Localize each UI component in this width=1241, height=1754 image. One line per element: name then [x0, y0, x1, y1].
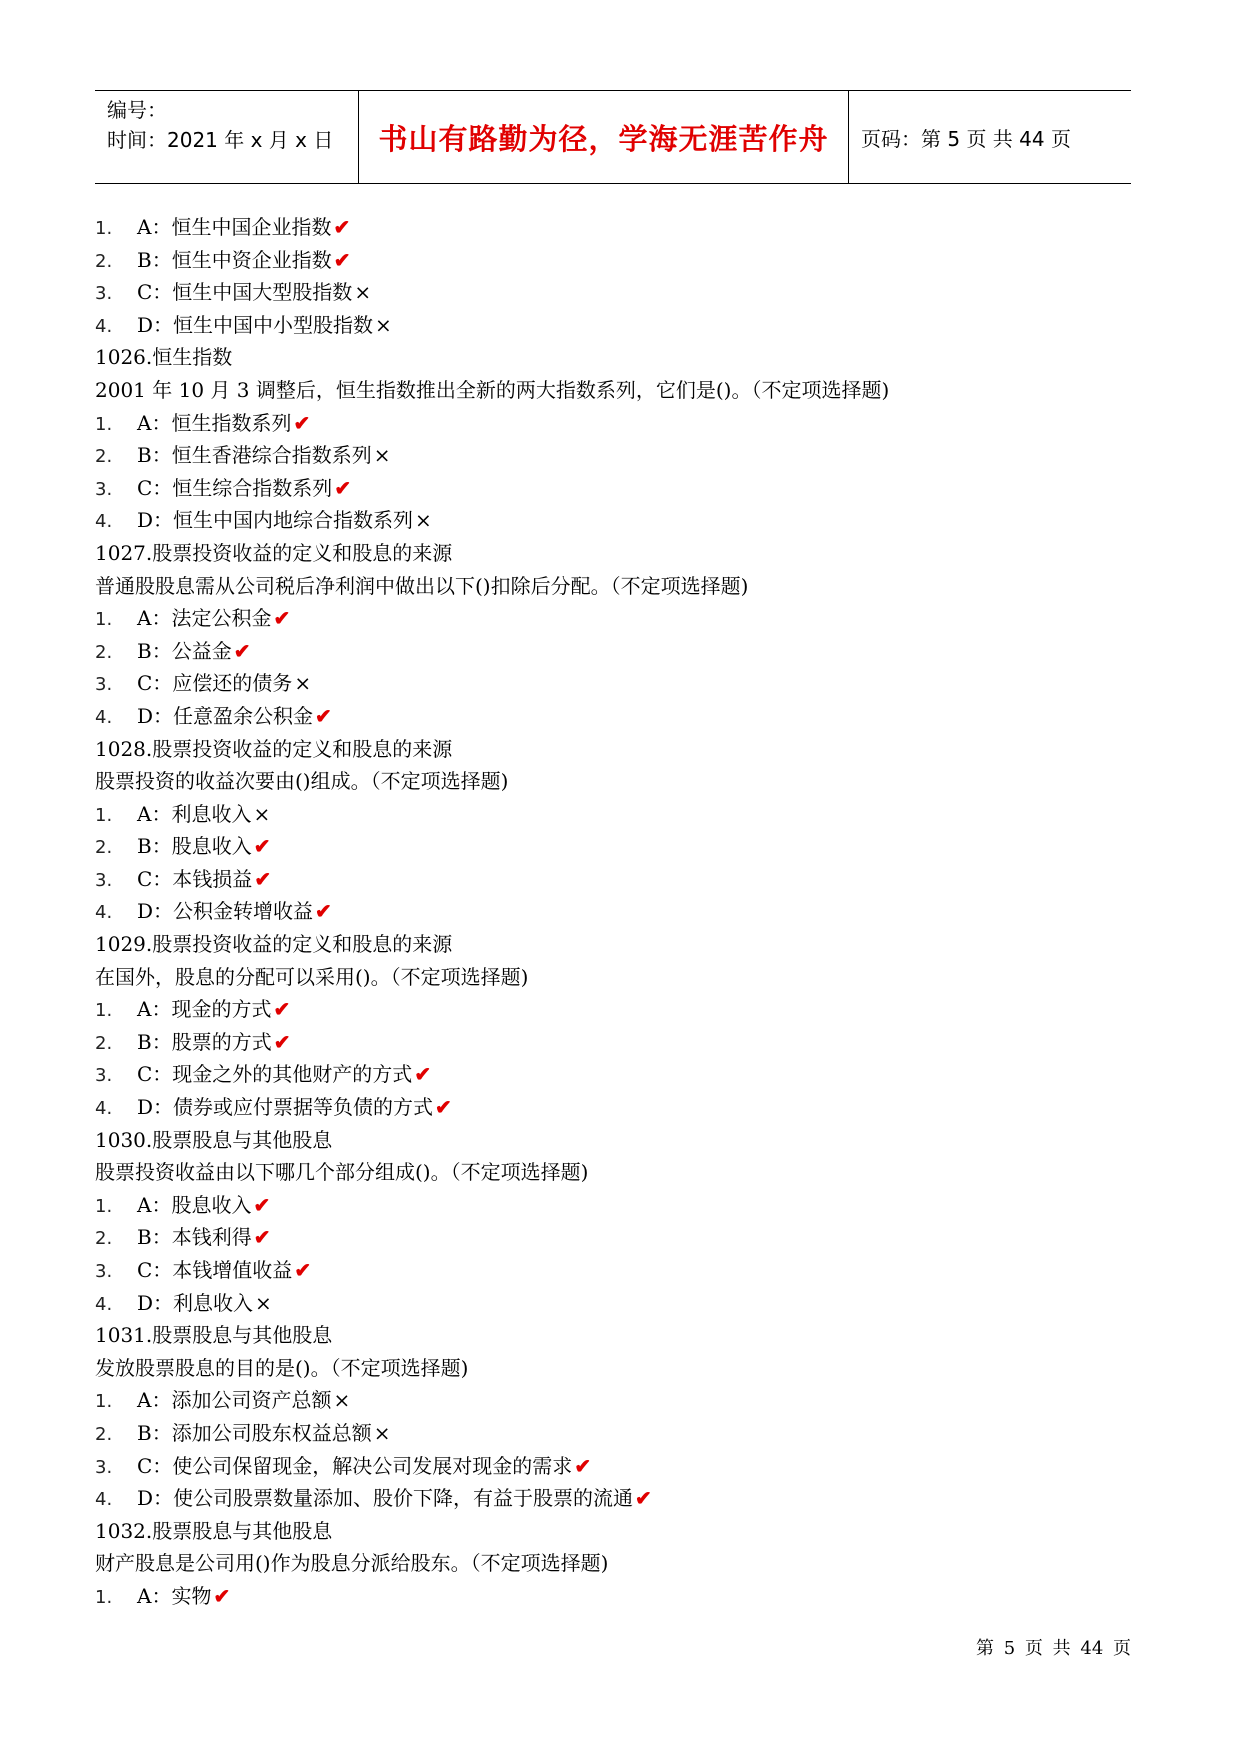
option-text: D：恒生中国中小型股指数 — [137, 312, 374, 337]
option-number: 3. — [95, 283, 113, 305]
option-text: A：现金的方式 — [137, 997, 272, 1022]
check-mark-icon: ✔ — [315, 899, 332, 924]
answer-option — [95, 993, 1131, 1026]
page-header — [95, 90, 1131, 184]
option-number: 3. — [95, 1456, 113, 1478]
option-number: 4. — [95, 1293, 113, 1315]
option-number: 4. — [95, 902, 113, 924]
question-text: 2001 年 10 月 3 调整后，恒生指数推出全新的两大指数系列，它们是()。（不定项选择题) — [95, 377, 890, 402]
option-number: 2. — [95, 1228, 113, 1250]
option-number: 2. — [95, 1423, 113, 1445]
answer-option — [95, 472, 1131, 505]
option-number: 4. — [95, 1489, 113, 1511]
answer-option — [95, 1058, 1131, 1091]
cross-mark-icon: × — [375, 312, 392, 337]
option-number: 1. — [95, 1586, 113, 1608]
option-number: 3. — [95, 674, 113, 696]
header-page-cell — [849, 91, 1131, 183]
option-number: 2. — [95, 837, 113, 859]
question-text: 股票投资的收益次要由()组成。（不定项选择题) — [95, 769, 509, 794]
answer-option — [95, 830, 1131, 863]
option-text: C：恒生中国大型股指数 — [137, 280, 353, 305]
answer-option — [95, 863, 1131, 896]
check-mark-icon: ✔ — [254, 866, 272, 891]
answer-option — [95, 602, 1131, 635]
check-mark-icon: ✔ — [333, 215, 351, 239]
question-text: 1031.股票股息与其他股息 — [95, 1323, 333, 1348]
answer-option — [95, 1482, 1131, 1515]
option-text: A：恒生指数系列 — [137, 410, 292, 435]
header-motto: 书山有路勤为径，学海无涯苦作舟 — [378, 121, 829, 156]
question-text: 财产股息是公司用()作为股息分派给股东。（不定项选择题) — [95, 1551, 609, 1576]
option-text: C：使公司保留现金，解决公司发展对现金的需求 — [137, 1453, 573, 1478]
answer-option — [95, 276, 1131, 309]
option-number: 1. — [95, 804, 113, 826]
check-mark-icon: ✔ — [294, 1258, 312, 1282]
option-number: 2. — [95, 250, 113, 272]
answer-option — [95, 667, 1131, 700]
option-text: D：使公司股票数量添加、股价下降，有益于股票的流通 — [137, 1486, 634, 1511]
option-number: 1. — [95, 1195, 113, 1217]
question-text: 股票投资收益由以下哪几个部分组成()。（不定项选择题) — [95, 1160, 589, 1185]
answer-option — [95, 439, 1131, 472]
answer-option — [95, 504, 1131, 537]
answer-option — [95, 244, 1131, 277]
check-mark-icon: ✔ — [253, 834, 271, 859]
check-mark-icon: ✔ — [273, 1029, 291, 1054]
option-text: B：恒生香港综合指数系列 — [137, 443, 372, 468]
check-mark-icon: ✔ — [333, 247, 351, 272]
check-mark-icon: ✔ — [293, 410, 311, 435]
option-text: A：利息收入 — [137, 801, 252, 826]
answer-option — [95, 211, 1131, 244]
option-text: C：本钱增值收益 — [137, 1258, 293, 1282]
answer-option — [95, 1026, 1131, 1059]
cross-mark-icon: × — [333, 1388, 351, 1413]
option-text: C：本钱损益 — [137, 866, 253, 891]
question-text: 1032.股票股息与其他股息 — [95, 1518, 333, 1543]
answer-option — [95, 1189, 1131, 1222]
answer-option — [95, 1287, 1131, 1320]
option-number: 4. — [95, 1098, 113, 1120]
option-text: C：应偿还的债务 — [137, 671, 293, 696]
option-text: D：公积金转增收益 — [137, 899, 314, 924]
answer-option — [95, 1221, 1131, 1254]
answer-option — [95, 1091, 1131, 1124]
check-mark-icon: ✔ — [253, 1192, 271, 1217]
cross-mark-icon: × — [373, 443, 391, 468]
option-number: 2. — [95, 1032, 113, 1054]
header-motto-cell — [359, 91, 849, 183]
option-number: 1. — [95, 1000, 113, 1022]
check-mark-icon: ✔ — [435, 1095, 452, 1120]
question-text: 在国外，股息的分配可以采用()。（不定项选择题) — [95, 964, 529, 989]
answer-option — [95, 798, 1131, 831]
cross-mark-icon: × — [253, 801, 271, 826]
answer-option — [95, 309, 1131, 342]
check-mark-icon: ✔ — [315, 703, 332, 728]
question-text: 1030.股票股息与其他股息 — [95, 1127, 333, 1152]
cross-mark-icon: × — [354, 280, 372, 305]
answer-option — [95, 1417, 1131, 1450]
answer-option — [95, 895, 1131, 928]
question-text: 1026.恒生指数 — [95, 345, 233, 370]
check-mark-icon: ✔ — [635, 1486, 652, 1511]
option-text: A：恒生中国企业指数 — [137, 215, 332, 239]
check-mark-icon: ✔ — [273, 606, 291, 631]
option-number: 1. — [95, 609, 113, 631]
answer-option — [95, 1580, 1131, 1613]
check-mark-icon: ✔ — [334, 475, 352, 500]
option-number: 3. — [95, 1065, 113, 1087]
option-number: 4. — [95, 315, 113, 337]
option-text: D：利息收入 — [137, 1290, 254, 1315]
check-mark-icon: ✔ — [414, 1062, 432, 1087]
option-text: D：任意盈余公积金 — [137, 703, 314, 728]
answer-option — [95, 635, 1131, 668]
option-text: A：股息收入 — [137, 1192, 252, 1217]
option-number: 1. — [95, 413, 113, 435]
check-mark-icon: ✔ — [233, 638, 251, 663]
question-text: 发放股票股息的目的是()。（不定项选择题) — [95, 1355, 469, 1380]
option-number: 4. — [95, 706, 113, 728]
check-mark-icon: ✔ — [213, 1583, 231, 1608]
cross-mark-icon: × — [373, 1420, 391, 1445]
cross-mark-icon: × — [255, 1290, 272, 1315]
option-text: C：恒生综合指数系列 — [137, 475, 333, 500]
option-text: D：债券或应付票据等负债的方式 — [137, 1095, 434, 1120]
option-text: A：实物 — [137, 1583, 212, 1608]
check-mark-icon: ✔ — [273, 997, 291, 1022]
option-text: B：公益金 — [137, 638, 232, 663]
option-number: 3. — [95, 869, 113, 891]
answer-option — [95, 700, 1131, 733]
page-footer: 第 5 页 共 44 页 — [976, 1638, 1131, 1659]
answer-option — [95, 407, 1131, 440]
option-text: B：添加公司股东权益总额 — [137, 1420, 372, 1445]
option-text: C：现金之外的其他财产的方式 — [137, 1062, 413, 1087]
option-number: 3. — [95, 1261, 113, 1282]
question-text: 1029.股票投资收益的定义和股息的来源 — [95, 932, 453, 957]
option-text: B：股票的方式 — [137, 1029, 272, 1054]
answer-option — [95, 1450, 1131, 1483]
header-page-label: 页码：第 5 页 共 44 页 — [861, 126, 1071, 151]
option-number: 2. — [95, 446, 113, 468]
question-text: 普通股股息需从公司税后净利润中做出以下()扣除后分配。（不定项选择题) — [95, 573, 749, 598]
question-text: 1028.股票投资收益的定义和股息的来源 — [95, 736, 453, 761]
document-number-label: 编号： — [107, 98, 167, 122]
option-text: D：恒生中国内地综合指数系列 — [137, 508, 414, 533]
answer-option — [95, 1254, 1131, 1287]
question-text: 1027.股票投资收益的定义和股息的来源 — [95, 540, 453, 565]
cross-mark-icon: × — [294, 671, 312, 696]
option-text: B：本钱利得 — [137, 1225, 252, 1250]
document-body — [95, 211, 1131, 1613]
answer-option — [95, 1384, 1131, 1417]
cross-mark-icon: × — [415, 508, 432, 533]
option-number: 1. — [95, 218, 113, 239]
option-text: B：股息收入 — [137, 834, 252, 859]
check-mark-icon: ✔ — [574, 1453, 592, 1478]
option-text: A：法定公积金 — [137, 606, 272, 631]
header-meta — [95, 91, 359, 183]
check-mark-icon: ✔ — [253, 1225, 271, 1250]
option-number: 1. — [95, 1391, 113, 1413]
option-text: B：恒生中资企业指数 — [137, 247, 332, 272]
option-number: 2. — [95, 641, 113, 663]
option-number: 3. — [95, 478, 113, 500]
document-time-label: 时间：2021 年 x 月 x 日 — [107, 128, 334, 152]
option-number: 4. — [95, 511, 113, 533]
option-text: A：添加公司资产总额 — [137, 1388, 332, 1413]
